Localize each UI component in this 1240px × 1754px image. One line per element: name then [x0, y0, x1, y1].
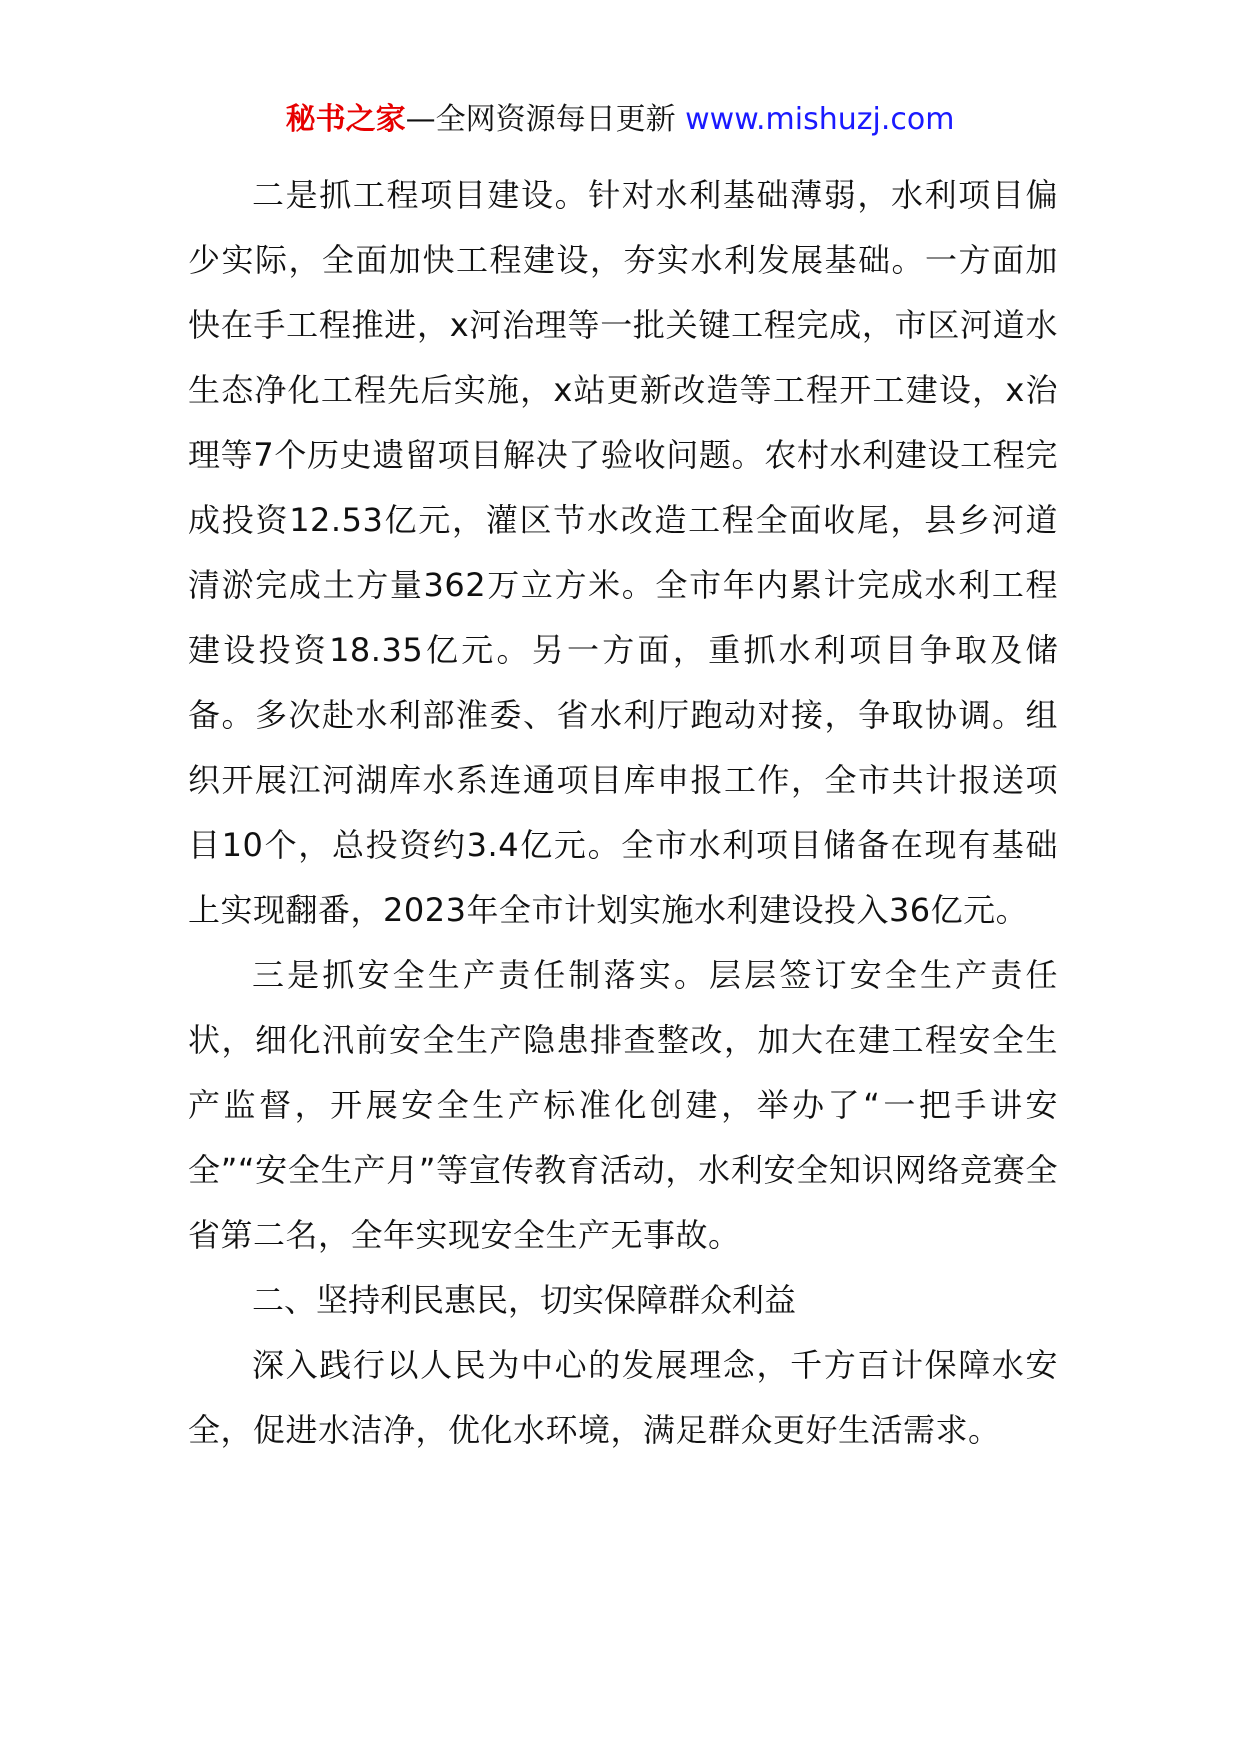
section-heading: 二、坚持利民惠民，切实保障群众利益 — [252, 1281, 797, 1319]
header-tagline: —全网资源每日更新 — [405, 102, 676, 137]
paragraph-engineering-projects: 二是抓工程项目建设。针对水利基础薄弱，水利项目偏少实际，全面加快工程建设，夯实水利发展基础。一方面加快在手工程推进，x河治理等一批关键工程完成，市区河道水生态净化工程先后实施，x站更新改造等工程开工建设，x治理等7个历史遗留项目解决了验收问题。农村水利建设工程完成投资12.53亿元，灌区节水改造工程全面收尾，县乡河道清淤完成土方量362万立方米。全市年内累计完成水利工程建设投资18.35亿元。另一方面，重抓水利项目争取及储备。多次赴水利部淮委、省水利厅跑动对接，争取协调。组织开展江河湖库水系连通项目库申报工作，全市共计报送项目10个，总投资约3.4亿元。全市水利项目储备在现有基础上实现翻番，2023年全市计划实施水利建设投入36亿元。 — [188, 176, 1058, 929]
document-body — [188, 163, 1058, 1463]
paragraph-safety-production: 三是抓安全生产责任制落实。层层签订安全生产责任状，细化汛前安全生产隐患排查整改，加大在建工程安全生产监督，开展安全生产标准化创建，举办了“一把手讲安全”“安全生产月”等宣传教育活动，水利安全知识网络竞赛全省第二名，全年实现安全生产无事故。 — [188, 956, 1058, 1254]
paragraph-people-centered: 深入践行以人民为中心的发展理念，千方百计保障水安全，促进水洁净，优化水环境，满足群众更好生活需求。 — [188, 1346, 1058, 1449]
header-url-link[interactable]: www.mishuzj.com — [685, 102, 955, 137]
page-header — [0, 100, 1240, 140]
header-brand: 秘书之家 — [285, 102, 406, 137]
